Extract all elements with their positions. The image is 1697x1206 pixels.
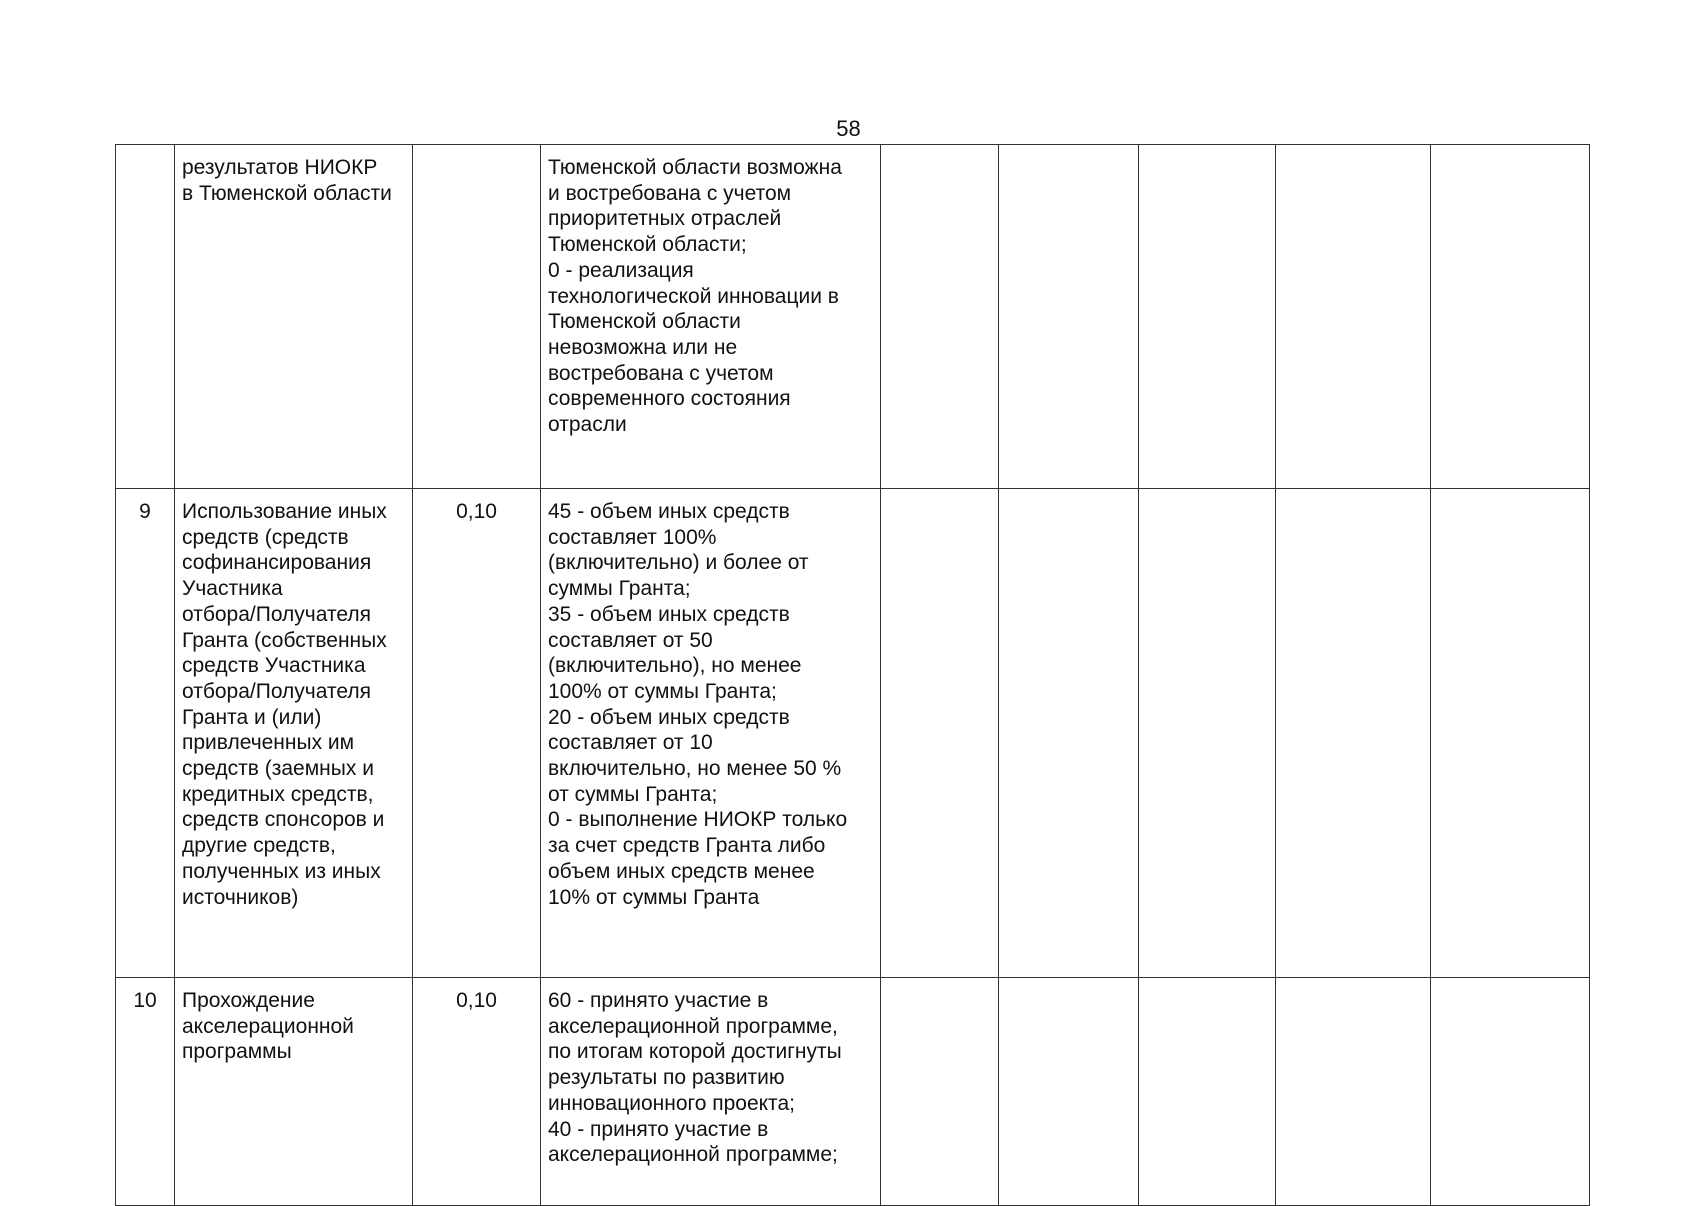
scale-line: 20 - объем иных средств xyxy=(548,705,790,729)
scale-line: инновационного проекта; xyxy=(548,1091,795,1115)
criterion-line: результатов НИОКР xyxy=(182,156,378,179)
criterion-line: средств Участника xyxy=(182,654,366,678)
empty-score-cell xyxy=(999,145,1139,489)
scale-line: отрасли xyxy=(548,413,627,437)
empty-score-cell xyxy=(1431,145,1590,489)
scale-line: технологической инновации в xyxy=(548,284,839,308)
criterion-cell xyxy=(175,145,413,489)
scale-line: от суммы Гранта; xyxy=(548,782,718,806)
scale-line: составляет от 10 xyxy=(548,731,713,755)
scale-line: невозможна или не xyxy=(548,335,738,359)
empty-score-cell xyxy=(1139,145,1276,489)
scale-line: объем иных средств менее xyxy=(548,859,815,883)
empty-score-cell xyxy=(1431,489,1590,978)
scale-line: акселерационной программе, xyxy=(548,1014,838,1038)
table-row xyxy=(116,489,1590,978)
empty-score-cell xyxy=(999,978,1139,1206)
scale-line: востребована с учетом xyxy=(548,361,774,385)
empty-score-cell xyxy=(999,489,1139,978)
table-row xyxy=(116,145,1590,489)
empty-score-cell xyxy=(1276,145,1431,489)
scale-line: 0 - реализация xyxy=(548,258,694,282)
page-number: 58 xyxy=(836,116,861,141)
scale-line: за счет средств Гранта либо xyxy=(548,834,826,858)
row-number-cell: 9 xyxy=(116,489,175,978)
scale-line: результаты по развитию xyxy=(548,1066,785,1090)
criterion-line: источников) xyxy=(182,885,299,909)
weight-cell: 0,10 xyxy=(413,978,541,1206)
scale-line: Тюменской области; xyxy=(548,233,747,257)
empty-score-cell xyxy=(1276,978,1431,1206)
scale-line: акселерационной программе; xyxy=(548,1143,838,1167)
scale-line: Тюменской области xyxy=(548,310,741,334)
criterion-line: в Тюменской области xyxy=(182,181,392,205)
scale-line: Тюменской области возможна xyxy=(548,156,842,179)
criterion-line: средств (заемных и xyxy=(182,757,374,781)
empty-score-cell xyxy=(1139,489,1276,978)
criterion-line: Прохождение xyxy=(182,989,315,1012)
criterion-line: другие средств, xyxy=(182,834,336,858)
empty-score-cell xyxy=(881,978,999,1206)
criterion-line: средств спонсоров и xyxy=(182,808,385,832)
scale-line: 60 - принято участие в xyxy=(548,989,769,1012)
criterion-line: Участника xyxy=(182,577,283,601)
criterion-line: Гранта и (или) xyxy=(182,705,322,729)
criterion-line: отбора/Получателя xyxy=(182,602,371,626)
scale-line: включительно, но менее 50 % xyxy=(548,757,842,781)
scoring-scale-cell xyxy=(541,145,881,489)
scale-line: суммы Гранта; xyxy=(548,577,691,601)
criterion-cell xyxy=(175,489,413,978)
weight-cell: 0,10 xyxy=(413,489,541,978)
criterion-line: средств (средств xyxy=(182,525,349,549)
empty-score-cell xyxy=(1276,489,1431,978)
criteria-table xyxy=(115,144,1590,1206)
criterion-line: акселерационной xyxy=(182,1014,354,1038)
criterion-line: привлеченных им xyxy=(182,731,355,755)
scale-line: составляет от 50 xyxy=(548,628,713,652)
criterion-line: полученных из иных xyxy=(182,859,381,883)
scale-line: (включительно) и более от xyxy=(548,551,809,575)
scale-line: современного состояния xyxy=(548,387,791,411)
criterion-line: отбора/Получателя xyxy=(182,679,371,703)
scale-line: приоритетных отраслей xyxy=(548,207,782,231)
scale-line: 100% от суммы Гранта; xyxy=(548,679,777,703)
row-number-cell: 10 xyxy=(116,978,175,1206)
scale-line: составляет 100% xyxy=(548,525,717,549)
scale-line: 35 - объем иных средств xyxy=(548,602,790,626)
criterion-line: кредитных средств, xyxy=(182,782,374,806)
empty-score-cell xyxy=(1431,978,1590,1206)
scale-line: и востребована с учетом xyxy=(548,181,792,205)
row-number-cell xyxy=(116,145,175,489)
scale-line: (включительно), но менее xyxy=(548,654,802,678)
weight-cell xyxy=(413,145,541,489)
criterion-line: программы xyxy=(182,1040,292,1064)
empty-score-cell xyxy=(1139,978,1276,1206)
scale-line: по итогам которой достигнуты xyxy=(548,1040,842,1064)
scale-line: 45 - объем иных средств xyxy=(548,500,790,523)
criterion-line: софинансирования xyxy=(182,551,372,575)
scoring-scale-cell xyxy=(541,489,881,978)
scale-line: 40 - принято участие в xyxy=(548,1117,769,1141)
criteria-table-body xyxy=(116,145,1590,1206)
criterion-line: Гранта (собственных xyxy=(182,628,387,652)
scale-line: 0 - выполнение НИОКР только xyxy=(548,808,848,832)
scoring-scale-cell xyxy=(541,978,881,1206)
criterion-cell xyxy=(175,978,413,1206)
criterion-line: Использование иных xyxy=(182,500,387,523)
empty-score-cell xyxy=(881,145,999,489)
scale-line: 10% от суммы Гранта xyxy=(548,885,760,909)
empty-score-cell xyxy=(881,489,999,978)
table-row xyxy=(116,978,1590,1206)
